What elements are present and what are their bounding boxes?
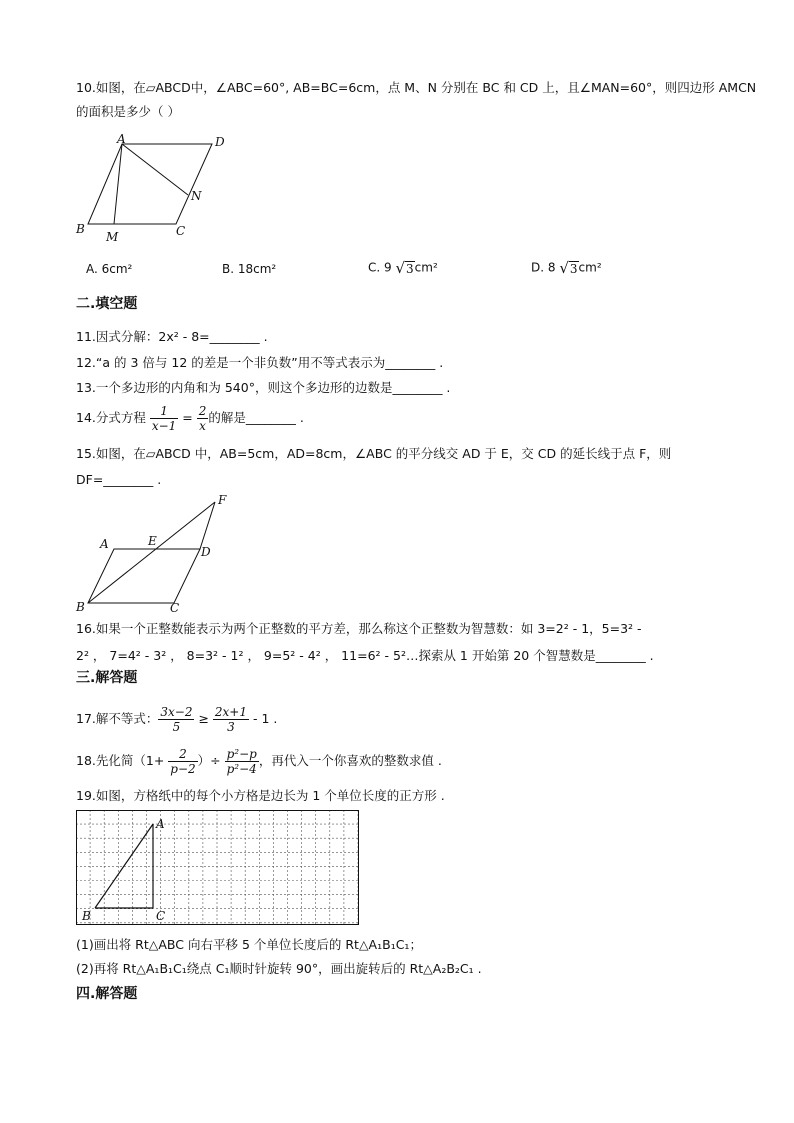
q14-f1-numerator: 1 [150,404,178,419]
q10-label-b: B [76,222,85,236]
q10-label-m: M [106,230,119,244]
q19-text: 19.如图，方格纸中的每个小方格是边长为 1 个单位长度的正方形 . [76,788,445,803]
q15-label-a: A [100,537,109,551]
q10-option-d-prefix: D. 8 [531,260,560,275]
q10-option-c [368,259,438,277]
q14-text [76,403,304,433]
q17-f1-numerator: 3x−2 [160,705,193,719]
q16-text-line1: 16.如果一个正整数能表示为两个正整数的平方差，那么称这个正整数为智慧数：如 3=2² - 1，5=3² - [76,621,642,636]
q11-text: 11.因式分解：2x² - 8=________ . [76,329,268,344]
q19-label-b: B [82,909,91,923]
q14-fraction-right [197,404,209,433]
q19-subquestion-2: (2)再将 Rt△A₁B₁C₁绕点 C₁顺时针旋转 90°，画出旋转后的 Rt△A₂B₂C₁ . [76,961,482,976]
q14-fraction-left [150,404,178,433]
q18-suffix: ，再代入一个你喜欢的整数求值 . [258,753,442,768]
q15-parallelogram-figure [70,490,240,615]
q15-label-d: D [201,545,211,559]
q15-label-c: C [170,601,180,615]
q17-text [76,703,277,735]
q17-prefix: 17.解不等式： [76,711,159,726]
q17-suffix: - 1 . [249,711,278,726]
q19-grid-figure [76,810,361,928]
q18-f1-denominator: p−2 [170,762,196,776]
q17-fraction-right [213,705,249,734]
q17-f2-denominator: 3 [227,720,235,734]
q10-option-d-radicand: 3 [569,262,578,276]
q14-prefix: 14.分式方程 [76,410,150,425]
q12-text: 12.“a 的 3 倍与 12 的差是一个非负数”用不等式表示为________ . [76,355,444,370]
q10-label-d: D [215,135,225,149]
q14-f2-numerator: 2 [198,404,207,418]
q17-f2-numerator: 2x+1 [214,705,247,719]
q10-text-line1: 10.如图，在▱ABCD中，∠ABC=60°, AB=BC=6cm，点 M、N 分别在 BC 和 CD 上，且∠MAN=60°，则四边形 AMCN [76,80,757,95]
q18-prefix: 18.先化简（1+ [76,753,169,768]
q18-fraction-left [168,747,197,776]
q10-label-c: C [176,224,186,238]
section-title-fill-in: 二.填空题 [76,296,138,312]
q15-label-f: F [218,493,227,507]
q10-option-c-radicand: 3 [406,262,414,276]
section-title-solve-2: 四.解答题 [76,986,138,1002]
sqrt-symbol: √3 [559,259,578,277]
q14-equals: = [178,410,197,425]
q10-option-b: B. 18cm² [222,262,277,276]
sqrt-symbol: √3 [395,259,414,277]
q10-text-line2: 的面积是多少（ ） [76,104,180,119]
q17-f1-denominator: 5 [172,720,181,734]
q18-f1-numerator: 2 [168,747,197,762]
q10-option-d-unit: cm² [578,260,602,275]
q18-f2-denominator: p²−4 [226,762,257,776]
q10-option-a: A. 6cm² [86,262,133,276]
q10-parallelogram-figure [70,130,240,245]
q18-f2-numerator: p²−p [226,747,257,761]
q19-subquestion-1: (1)画出将 Rt△ABC 向右平移 5 个单位长度后的 Rt△A₁B₁C₁； [76,937,422,952]
q15-label-b: B [76,600,85,614]
q16-text-line2: 2² ， 7=4² - 3² ， 8=3² - 1² ， 9=5² - 4² ， 11=6² - 5²…探索从 1 开始第 20 个智慧数是________ . [76,648,654,663]
q10-option-d [531,259,602,277]
q18-divide: ）÷ [197,753,225,768]
q17-fraction-left [158,705,194,734]
q19-grid-lines [76,810,358,924]
q15-label-e: E [148,534,157,548]
q17-geq: ≥ [194,711,213,726]
q10-label-n: N [191,189,202,203]
q19-label-a: A [156,817,165,831]
q14-suffix: 的解是________ . [208,410,304,425]
q14-f1-denominator: x−1 [151,419,177,433]
q15-text-line1: 15.如图，在▱ABCD 中，AB=5cm，AD=8cm，∠ABC 的平分线交 AD 于 E，交 CD 的延长线于点 F，则 [76,446,672,461]
q18-text [76,745,442,777]
q10-label-a: A [117,132,126,146]
q18-fraction-right [225,747,259,776]
q10-option-c-unit: cm² [414,260,438,275]
q15-text-line2: DF=________ . [76,472,162,487]
q13-text: 13.一个多边形的内角和为 540°，则这个多边形的边数是________ . [76,380,451,395]
q19-label-c: C [156,909,166,923]
section-title-solve: 三.解答题 [76,670,138,686]
q14-f2-denominator: x [199,419,206,433]
q10-option-c-prefix: C. 9 [368,260,396,275]
